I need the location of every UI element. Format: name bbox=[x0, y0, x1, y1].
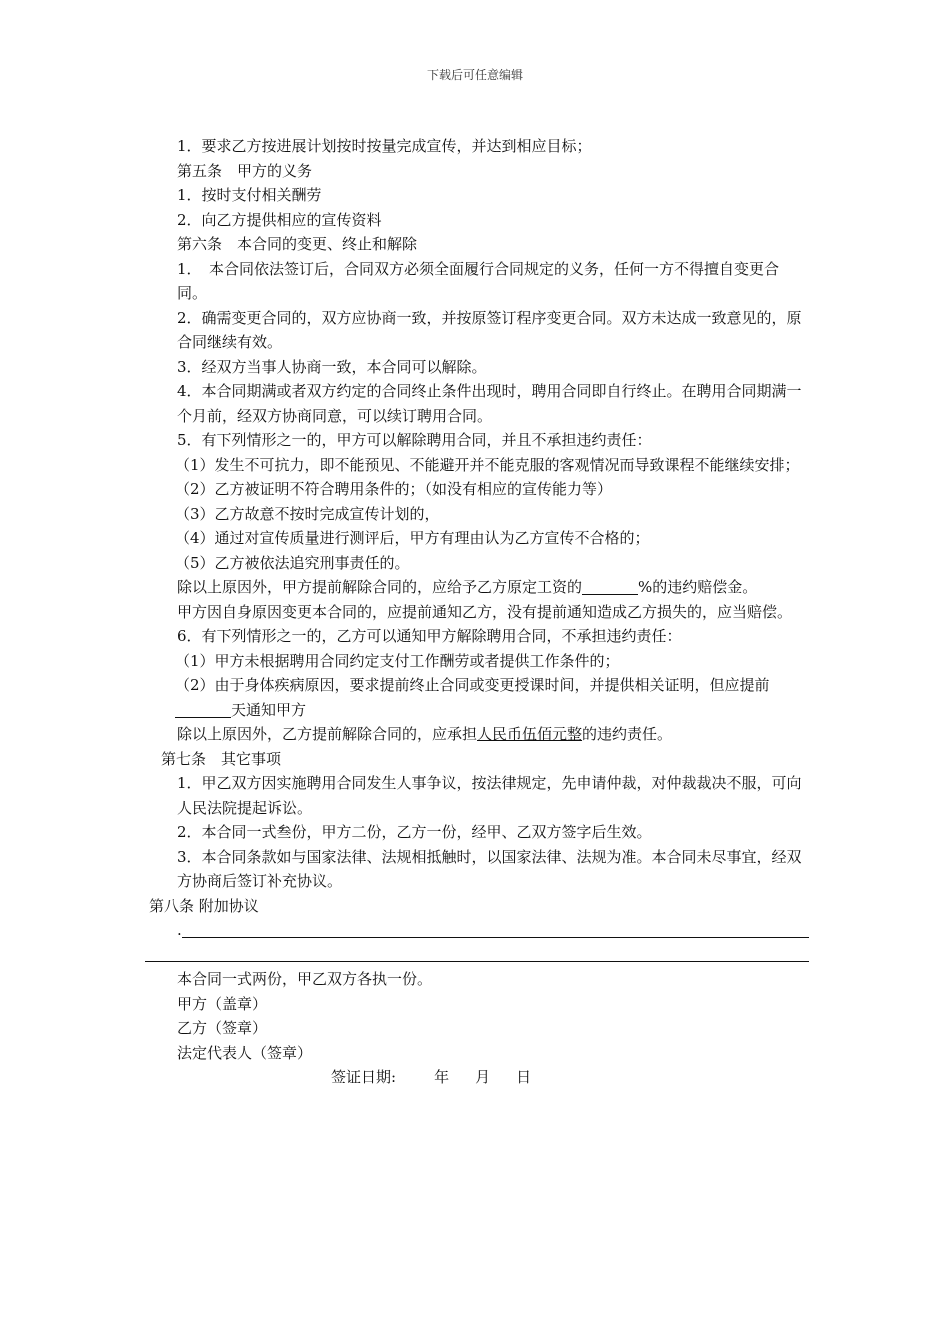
clause-text: 2．向乙方提供相应的宣传资料 bbox=[177, 210, 382, 229]
clause-text: 5．有下列情形之一的，甲方可以解除聘用合同，并且不承担违约责任： bbox=[177, 431, 652, 449]
sub-clause-text: （1）甲方未根据聘用合同约定支付工作酬劳或者提供工作条件的； bbox=[175, 651, 620, 670]
clause-text: 1．按时支付相关酬劳 bbox=[177, 186, 322, 204]
clause-text: 甲方因自身原因变更本合同的，应提前通知乙方，没有提前通知造成乙方损失的，应当赔偿。 bbox=[177, 602, 793, 621]
addendum-rule bbox=[145, 961, 809, 962]
penalty-b-after: 的违约责任。 bbox=[582, 725, 673, 743]
sub-clause-text: （4）通过对宣传质量进行测评后，甲方有理由认为乙方宣传不合格的； bbox=[175, 529, 650, 547]
article-7-title: 第七条 其它事项 bbox=[161, 749, 282, 768]
date-label: 签证日期: bbox=[331, 1068, 397, 1086]
addendum-dot: . bbox=[177, 921, 182, 939]
penalty-b-before: 除以上原因外，乙方提前解除合同的，应承担 bbox=[177, 725, 478, 743]
clause-text: 3．经双方当事人协商一致，本合同可以解除。 bbox=[177, 357, 487, 376]
clause-text: 3．本合同条款如与国家法律、法规相抵触时，以国家法律、法规为准。本合同未尽事宜，经双方协商后签订补充协议。 bbox=[177, 847, 802, 890]
addendum-line-1[interactable] bbox=[145, 918, 809, 943]
penalty-a-after: %的违约赔偿金。 bbox=[638, 578, 758, 596]
sub-clause-text: （1）发生不可抗力，即不能预见、不能避开并不能克服的客观情况而导致课程不能继续安排； bbox=[175, 455, 800, 474]
notice-before: （2）由于身体疾病原因，要求提前终止合同或变更授课时间，并提供相关证明，但应提前 bbox=[175, 676, 770, 694]
clause-text: 6．有下列情形之一的，乙方可以通知甲方解除聘用合同，不承担违约责任： bbox=[177, 627, 682, 645]
date-day: 日 bbox=[516, 1068, 532, 1086]
notice-after: 天通知甲方 bbox=[231, 700, 307, 719]
penalty-a-before: 除以上原因外，甲方提前解除合同的，应给予乙方原定工资的 bbox=[177, 578, 583, 596]
sub-clause-text: （3）乙方故意不按时完成宣传计划的， bbox=[175, 504, 440, 523]
clause-text: 2．确需变更合同的，双方应协商一致，并按原签订程序变更合同。双方未达成一致意见的，原合同继续有效。 bbox=[177, 308, 802, 351]
addendum-line-2[interactable] bbox=[145, 943, 809, 968]
clause-text: 2．本合同一式叁份，甲方二份，乙方一份，经甲、乙双方签字后生效。 bbox=[177, 823, 652, 841]
signing-date bbox=[145, 1065, 809, 1090]
sub-clause-text: （2）乙方被证明不符合聘用条件的；（如没有相应的宣传能力等） bbox=[175, 480, 613, 498]
percentage-blank[interactable] bbox=[582, 578, 638, 595]
article-6-title: 第六条 本合同的变更、终止和解除 bbox=[177, 235, 418, 253]
sub-clause-text: （5）乙方被依法追究刑事责任的。 bbox=[175, 553, 410, 572]
days-blank[interactable] bbox=[175, 701, 231, 718]
party-a-seal: 甲方（盖章） bbox=[177, 994, 268, 1013]
penalty-clause-b bbox=[145, 722, 809, 747]
clause-text: 1． 本合同依法签订后，合同双方必须全面履行合同规定的义务，任何一方不得擅自变更合同。 bbox=[177, 259, 780, 302]
penalty-clause-a bbox=[145, 575, 809, 600]
page-header: 下载后可任意编辑 bbox=[426, 68, 523, 82]
penalty-amount: 人民币伍佰元整 bbox=[477, 725, 583, 743]
contract-body bbox=[145, 134, 809, 1090]
article-5-title: 第五条 甲方的义务 bbox=[177, 161, 313, 180]
sub-clause-notice bbox=[145, 673, 809, 722]
article-8-title: 第八条 附加协议 bbox=[149, 896, 259, 915]
copies-statement: 本合同一式两份，甲乙双方各执一份。 bbox=[177, 970, 433, 988]
party-b-signature: 乙方（签章） bbox=[177, 1019, 268, 1037]
clause-text: 4．本合同期满或者双方约定的合同终止条件出现时，聘用合同即自行终止。在聘用合同期满一个月前，经双方协商同意，可以续订聘用合同。 bbox=[177, 382, 802, 425]
clause-text: 1．甲乙双方因实施聘用合同发生人事争议，按法律规定，先申请仲裁，对仲裁裁决不服，可向人民法院提起诉讼。 bbox=[177, 774, 802, 817]
clause-text: 1．要求乙方按进展计划按时按量完成宣传，并达到相应目标； bbox=[177, 137, 592, 155]
date-month: 月 bbox=[475, 1068, 491, 1086]
legal-rep-signature: 法定代表人（签章） bbox=[177, 1043, 313, 1062]
addendum-rule bbox=[182, 937, 809, 938]
date-year: 年 bbox=[434, 1068, 450, 1086]
